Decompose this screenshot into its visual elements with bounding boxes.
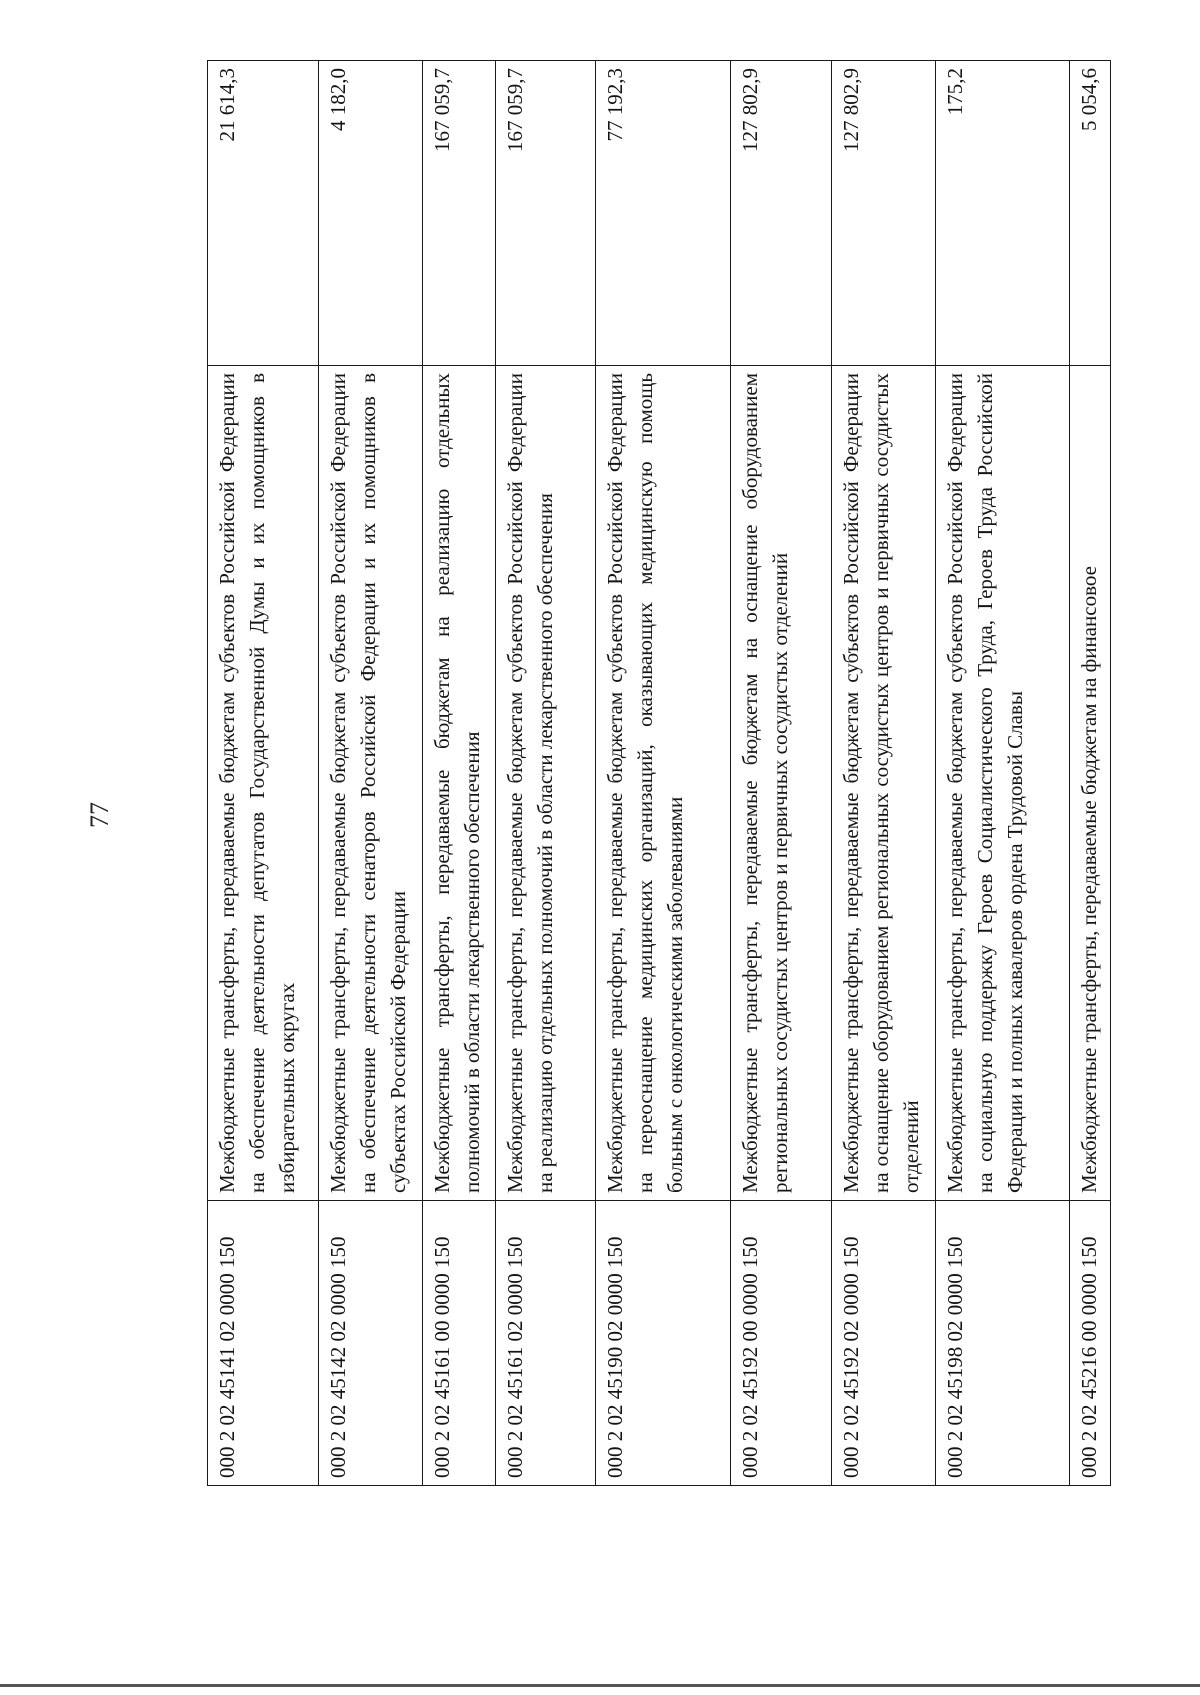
budget-code-cell: 000 2 02 45190 02 0000 150 <box>596 1201 730 1486</box>
table-row <box>423 61 495 1486</box>
budget-code-cell: 000 2 02 45141 02 0000 150 <box>208 1201 319 1486</box>
description-cell: Межбюджетные трансферты, передаваемые бюджетам субъектов Российской Федерации на переоснащение медицинских организаций, оказывающих медицинскую помощь больным с онкологическими заболеваниями <box>596 366 730 1201</box>
description-cell: Межбюджетные трансферты, передаваемые бюджетам на реализацию отдельных полномочий в области лекарственного обеспечения <box>423 366 495 1201</box>
budget-code-cell: 000 2 02 45161 00 0000 150 <box>423 1201 495 1486</box>
budget-code-cell: 000 2 02 45142 02 0000 150 <box>319 1201 423 1486</box>
description-cell: Межбюджетные трансферты, передаваемые бюджетам субъектов Российской Федерации на обеспечение деятельности депутатов Государственной Думы и их помощников в избирательных округах <box>208 366 319 1201</box>
amount-cell: 167 059,7 <box>423 61 495 366</box>
amount-cell: 4 182,0 <box>319 61 423 366</box>
budget-code-cell: 000 2 02 45216 00 0000 150 <box>1069 1201 1110 1486</box>
table-row <box>208 61 319 1486</box>
amount-cell: 127 802,9 <box>730 61 831 366</box>
table-row <box>935 61 1069 1486</box>
budget-code-cell: 000 2 02 45192 02 0000 150 <box>831 1201 935 1486</box>
budget-code-cell: 000 2 02 45161 02 0000 150 <box>495 1201 596 1486</box>
amount-cell: 175,2 <box>935 61 1069 366</box>
amount-cell: 77 192,3 <box>596 61 730 366</box>
description-cell: Межбюджетные трансферты, передаваемые бюджетам субъектов Российской Федерации на реализацию отдельных полномочий в области лекарственного обеспечения <box>495 366 596 1201</box>
budget-code-cell: 000 2 02 45192 00 0000 150 <box>730 1201 831 1486</box>
description-cell: Межбюджетные трансферты, передаваемые бюджетам субъектов Российской Федерации на обеспечение деятельности сенаторов Российской Федерации и их помощников в субъектах Российской Федерации <box>319 366 423 1201</box>
table-row <box>596 61 730 1486</box>
page-number: 77 <box>85 802 114 828</box>
rotated-table-container <box>207 68 1111 1486</box>
description-cell: Межбюджетные трансферты, передаваемые бюджетам на финансовое <box>1069 366 1110 1201</box>
amount-cell: 167 059,7 <box>495 61 596 366</box>
description-cell: Межбюджетные трансферты, передаваемые бюджетам на оснащение оборудованием региональных сосудистых центров и первичных сосудистых отделений <box>730 366 831 1201</box>
table-row <box>319 61 423 1486</box>
description-cell: Межбюджетные трансферты, передаваемые бюджетам субъектов Российской Федерации на социальную поддержку Героев Социалистического Труда, Героев Труда Российской Федерации и полных кавалеров ордена Трудовой Славы <box>935 366 1069 1201</box>
budget-table <box>207 60 1111 1486</box>
table-row <box>1069 61 1110 1486</box>
table-row <box>831 61 935 1486</box>
amount-cell: 21 614,3 <box>208 61 319 366</box>
amount-cell: 127 802,9 <box>831 61 935 366</box>
table-body <box>208 61 1111 1486</box>
budget-code-cell: 000 2 02 45198 02 0000 150 <box>935 1201 1069 1486</box>
scan-bottom-edge <box>0 1684 1200 1687</box>
table-row <box>495 61 596 1486</box>
table-row <box>730 61 831 1486</box>
amount-cell: 5 054,6 <box>1069 61 1110 366</box>
description-cell: Межбюджетные трансферты, передаваемые бюджетам субъектов Российской Федерации на оснащение оборудованием региональных сосудистых центров и первичных сосудистых отделений <box>831 366 935 1201</box>
